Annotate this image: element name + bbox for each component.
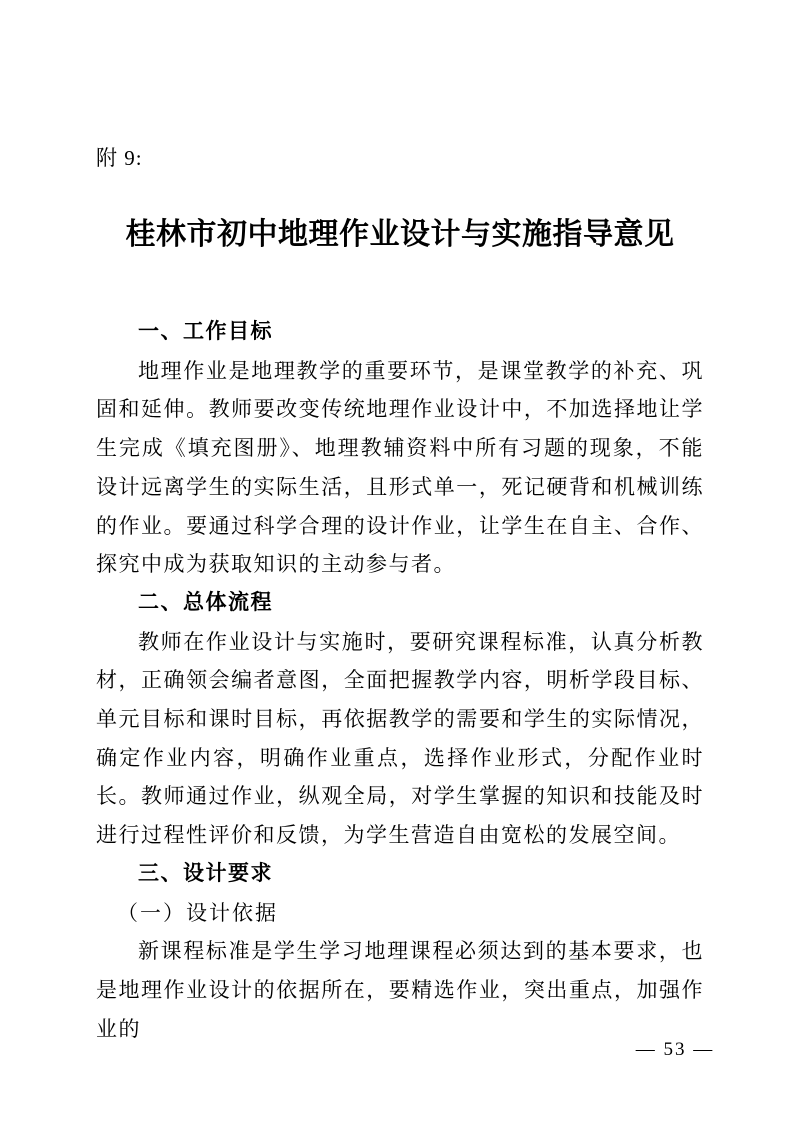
document-title: 桂林市初中地理作业设计与实施指导意见	[125, 218, 675, 251]
document-content	[96, 0, 704, 1048]
paragraph-overall-process: 教师在作业设计与实施时，要研究课程标准，认真分析教材，正确领会编者意图，全面把握教学内容，明析学段目标、单元目标和课时目标，再依据教学的需要和学生的实际情况，确定作业内容，明确作业重点，选择作业形式，分配作业时长。教师通过作业，纵观全局，对学生掌握的知识和技能及时进行过程性评价和反馈，为学生营造自由宽松的发展空间。	[96, 629, 704, 848]
paragraph-design-basis: 新课程标准是学生学习地理课程必须达到的基本要求，也是地理作业设计的依据所在，要精选作业，突出重点，加强作业的	[96, 939, 704, 1041]
section-heading-work-goals: 一、工作目标	[138, 320, 273, 343]
subsection-heading-design-basis: （一）设计依据	[117, 900, 278, 925]
section-heading-design-requirements: 三、设计要求	[138, 861, 273, 885]
paragraph-work-goals: 地理作业是地理教学的重要环节，是课堂教学的补充、巩固和延伸。教师要改变传统地理作业设计中，不加选择地让学生完成《填充图册》、地理教辅资料中所有习题的现象，不能设计远离学生的实际生活，且形式单一，死记硬背和机械训练的作业。要通过科学合理的设计作业，让学生在自主、合作、探究中成为获取知识的主动参与者。	[96, 358, 704, 577]
page-number: — 53 —	[635, 1039, 715, 1060]
attachment-label: 附 9:	[96, 146, 143, 170]
section-heading-overall-process: 二、总体流程	[138, 590, 273, 614]
